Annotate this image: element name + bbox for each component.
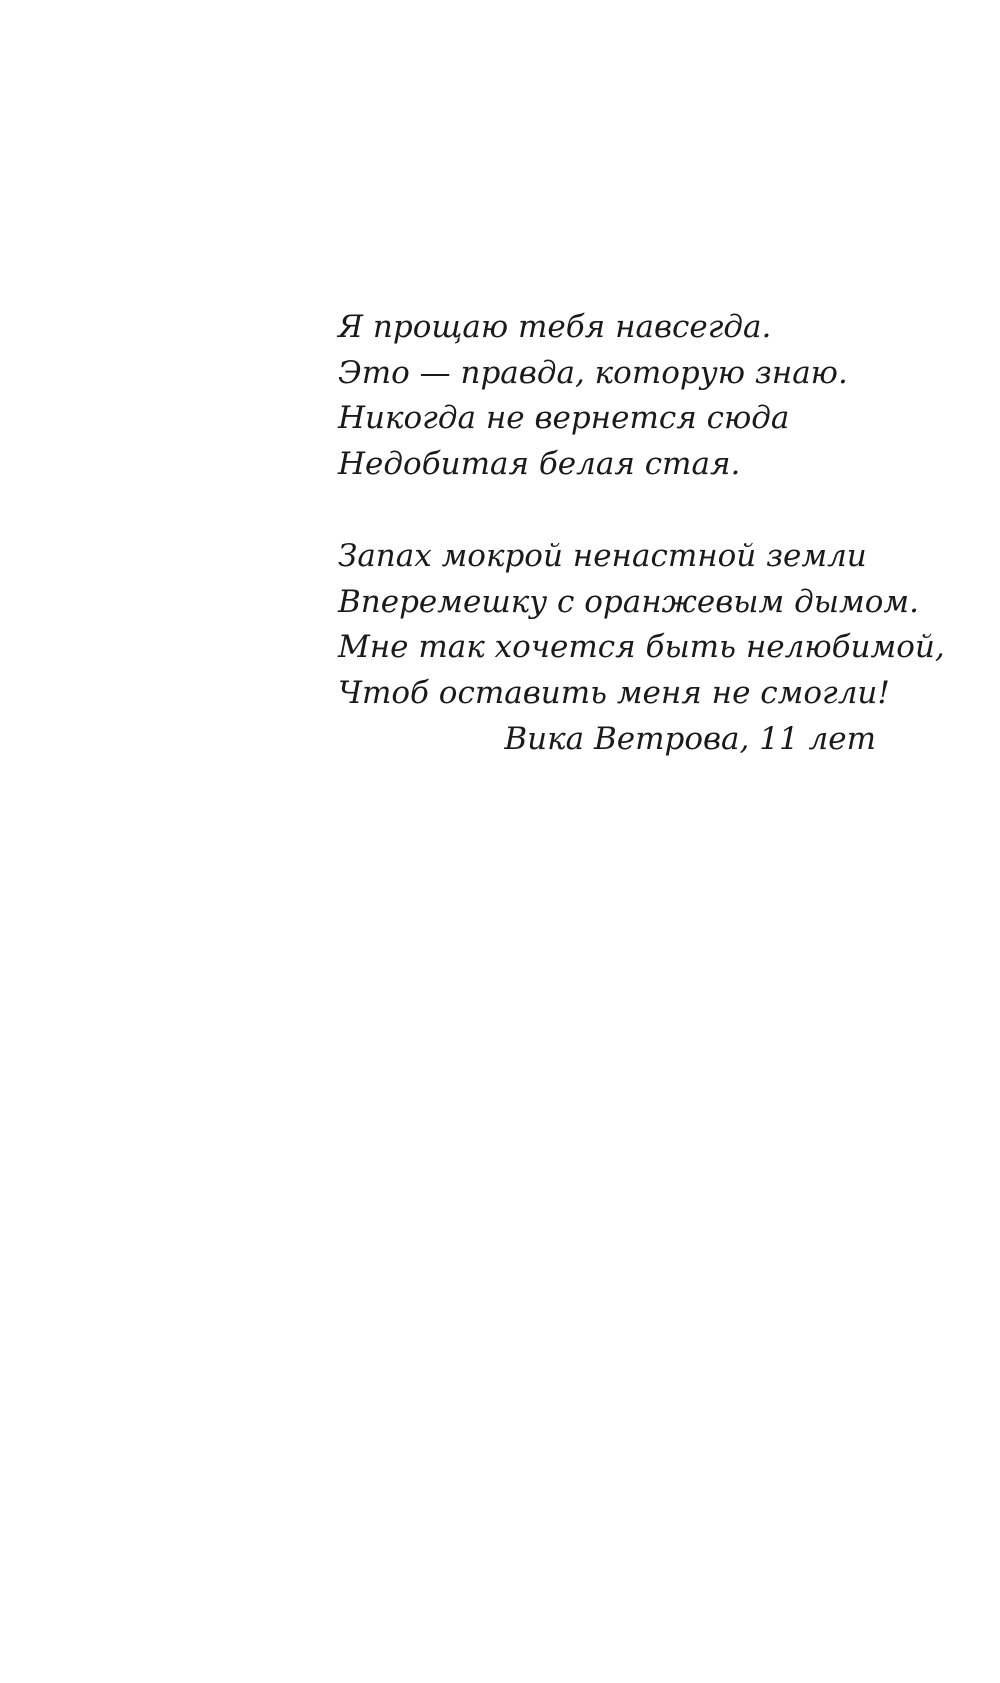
author-signature: Вика Ветрова, 11 лет: [504, 721, 876, 757]
poem-line: Чтоб оставить меня не смогли!: [338, 674, 890, 711]
stanza-1: [338, 305, 898, 487]
poem-line: Запах мокрой ненастной земли: [338, 538, 867, 574]
stanza-2: [338, 534, 945, 716]
poem-line: Недобитая белая стая.: [338, 445, 741, 482]
poem-line: Мне так хочется быть нелюбимой,: [338, 629, 945, 665]
poem-line: Никогда не вернется сюда: [338, 400, 790, 436]
poem-line: Это — правда, которую знаю.: [338, 354, 848, 391]
poem-line: Вперемешку с оранжевым дымом.: [338, 583, 919, 620]
poem: [338, 305, 945, 716]
poem-line: Я прощаю тебя навсегда.: [338, 309, 772, 345]
